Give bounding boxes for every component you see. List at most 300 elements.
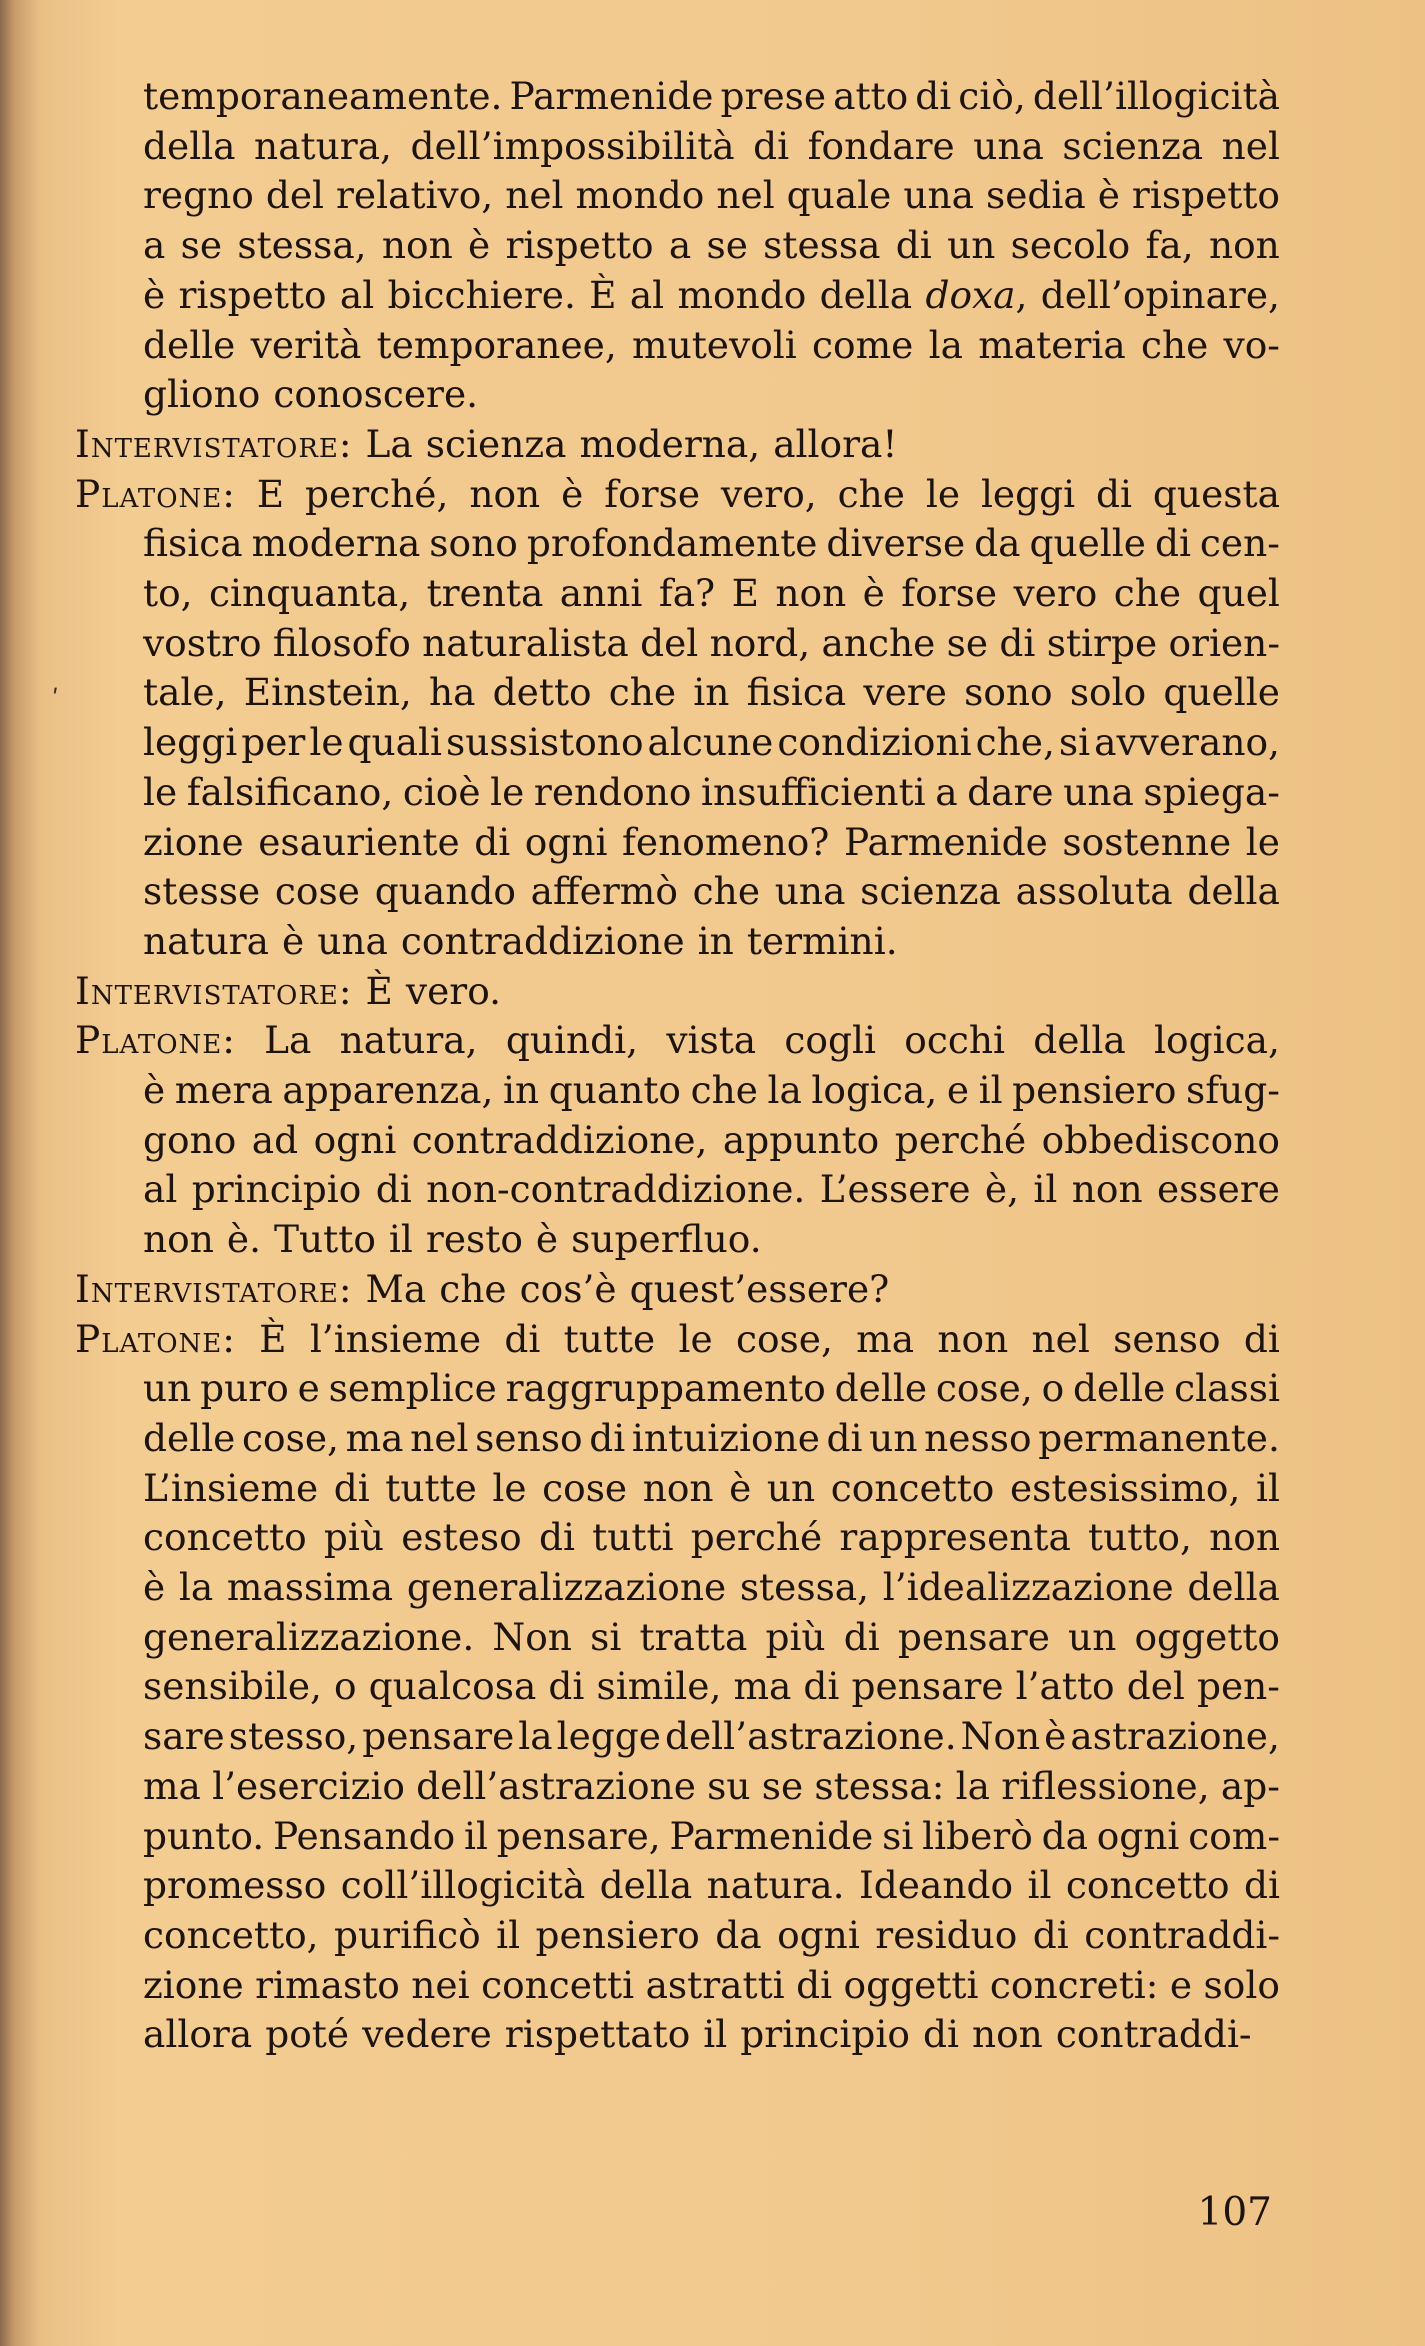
word: gono bbox=[143, 1117, 237, 1162]
word: l’esercizio bbox=[212, 1763, 405, 1808]
word: al bbox=[339, 272, 375, 317]
word: le bbox=[490, 769, 525, 814]
word: mera bbox=[174, 1068, 273, 1112]
word: al bbox=[143, 1167, 178, 1212]
word: cinquanta, bbox=[208, 571, 411, 615]
word: il bbox=[496, 1912, 521, 1957]
word: la bbox=[955, 1763, 990, 1808]
word: condizioni bbox=[777, 720, 972, 765]
word: vero, bbox=[720, 471, 817, 516]
word: ciò, bbox=[958, 74, 1026, 118]
word: regno bbox=[143, 173, 254, 218]
word: vo- bbox=[1223, 322, 1280, 367]
word: delle bbox=[143, 322, 236, 367]
word: tale, bbox=[143, 670, 227, 715]
word: L’insieme bbox=[143, 1465, 319, 1510]
word: essere bbox=[1156, 1167, 1280, 1212]
word: è. bbox=[226, 1217, 262, 1262]
word: è bbox=[468, 223, 491, 268]
word: tutto, bbox=[1088, 1515, 1192, 1560]
word: filosofo bbox=[272, 620, 411, 665]
word: che bbox=[690, 1068, 758, 1112]
word: spiega- bbox=[1143, 769, 1280, 814]
word: moderna bbox=[251, 521, 421, 566]
word: obbediscono bbox=[1041, 1117, 1280, 1162]
word: perché bbox=[690, 1515, 823, 1560]
word: mondo bbox=[677, 272, 807, 317]
word: residuo bbox=[875, 1912, 1018, 1957]
word: concetto bbox=[830, 1465, 995, 1510]
word: è bbox=[729, 1465, 752, 1510]
word: di bbox=[474, 819, 511, 864]
word: legge bbox=[556, 1714, 661, 1759]
word: solo bbox=[1203, 1962, 1280, 2007]
word: pensare bbox=[897, 1614, 1050, 1659]
word: sedia bbox=[985, 173, 1086, 218]
word: non bbox=[775, 571, 847, 615]
word: che bbox=[439, 1266, 507, 1311]
word: quali bbox=[347, 720, 443, 765]
word: non bbox=[642, 1465, 714, 1510]
speaker-label: Intervistatore: bbox=[75, 421, 353, 466]
word: il bbox=[703, 2012, 728, 2057]
text-line bbox=[75, 420, 1280, 470]
word: nei bbox=[411, 1962, 470, 2007]
word: vostro bbox=[143, 620, 262, 665]
word: concreti: bbox=[989, 1962, 1159, 2007]
word: del bbox=[1126, 1664, 1185, 1709]
word: di bbox=[538, 1515, 575, 1560]
word: o bbox=[334, 1664, 357, 1709]
word: il bbox=[463, 1813, 488, 1858]
word: rispettato bbox=[504, 2012, 691, 2057]
word: Non bbox=[492, 1614, 572, 1659]
word: di bbox=[1096, 471, 1133, 516]
word: naturalista bbox=[422, 620, 629, 665]
text-line bbox=[75, 1315, 1280, 1365]
word: moderna, bbox=[579, 421, 761, 466]
word: ogni bbox=[777, 1912, 860, 1957]
word: di bbox=[796, 1962, 833, 2007]
word: delle bbox=[834, 1366, 928, 1411]
word: quando bbox=[374, 869, 516, 914]
word: verità bbox=[250, 322, 362, 367]
word: orien- bbox=[1168, 620, 1280, 665]
word: concetti bbox=[481, 1962, 635, 2007]
word: del bbox=[640, 620, 699, 665]
word: più bbox=[765, 1614, 826, 1659]
word: stirpe bbox=[1046, 620, 1158, 665]
word: ma bbox=[733, 1664, 792, 1709]
word: l’atto bbox=[1015, 1664, 1115, 1709]
word: liberò bbox=[922, 1813, 1033, 1858]
word: la bbox=[928, 322, 963, 367]
word: resto bbox=[425, 1217, 523, 1262]
word: zione bbox=[143, 819, 244, 864]
word: un bbox=[766, 1465, 816, 1510]
word: purificò bbox=[334, 1912, 481, 1957]
word: ogni bbox=[1096, 1813, 1180, 1858]
word: che bbox=[1113, 571, 1182, 615]
word: fisica bbox=[143, 521, 243, 566]
word: affermò bbox=[530, 869, 678, 914]
text-line bbox=[75, 1016, 1280, 1066]
word: al bbox=[629, 272, 665, 317]
word: stesse bbox=[143, 869, 261, 914]
word: fondare bbox=[807, 123, 955, 168]
text-line bbox=[75, 470, 1280, 520]
text-line bbox=[143, 1961, 1280, 2011]
word: E bbox=[256, 471, 285, 516]
word: quanto bbox=[548, 1068, 681, 1112]
word: fisica bbox=[746, 670, 847, 715]
word: le bbox=[492, 1465, 527, 1510]
word: pensare bbox=[851, 1664, 1004, 1709]
word: da bbox=[974, 521, 1021, 566]
word: sussistono bbox=[446, 720, 644, 765]
word: ogni bbox=[524, 819, 608, 864]
word: Ideando bbox=[858, 1863, 1014, 1908]
speaker-label: Platone: bbox=[75, 471, 236, 516]
word: della bbox=[599, 1863, 693, 1908]
word: anni bbox=[559, 571, 643, 615]
word: delle bbox=[1072, 1366, 1166, 1411]
word: concetto bbox=[143, 1515, 307, 1560]
word: di bbox=[589, 1415, 626, 1460]
word: promesso bbox=[143, 1863, 327, 1908]
text-line bbox=[143, 321, 1280, 371]
text-line bbox=[143, 72, 1280, 122]
word: cose, bbox=[735, 1316, 833, 1361]
word: contraddi- bbox=[1055, 2012, 1252, 2057]
word: rispetto bbox=[505, 223, 654, 268]
word: sare bbox=[143, 1714, 225, 1759]
word: sono bbox=[429, 521, 518, 566]
word: falsificano, bbox=[186, 769, 394, 814]
word: massima bbox=[226, 1565, 394, 1609]
text-line bbox=[143, 271, 1280, 321]
word: tutte bbox=[563, 1316, 656, 1361]
word: cose, bbox=[935, 1366, 1033, 1411]
word: alcune bbox=[647, 720, 774, 765]
word: scienza bbox=[1062, 123, 1204, 168]
word: ma bbox=[143, 1763, 201, 1808]
word: le bbox=[678, 1316, 713, 1361]
word: il bbox=[1033, 1167, 1058, 1212]
word: una bbox=[903, 173, 974, 218]
word: il bbox=[1027, 1863, 1052, 1908]
word: cose bbox=[274, 869, 360, 914]
word: contraddizione, bbox=[411, 1117, 708, 1162]
word: vero bbox=[1013, 571, 1098, 615]
word: un bbox=[947, 223, 996, 268]
word: di bbox=[1243, 1316, 1280, 1361]
word: che, bbox=[975, 720, 1055, 765]
word: quel bbox=[1197, 571, 1280, 615]
word: rimasto bbox=[255, 1962, 400, 2007]
word: di bbox=[1154, 521, 1191, 566]
word: della bbox=[1187, 1565, 1280, 1609]
text-line bbox=[143, 1464, 1280, 1514]
word: non-contraddizione. bbox=[426, 1167, 806, 1212]
word: ma bbox=[856, 1316, 915, 1361]
word: se bbox=[946, 620, 989, 665]
word: stessa bbox=[763, 223, 881, 268]
word: termini. bbox=[746, 918, 898, 963]
word: pen- bbox=[1196, 1664, 1280, 1709]
word: esauriente bbox=[258, 819, 460, 864]
word: coll’illogicità bbox=[340, 1863, 586, 1908]
word: una bbox=[317, 918, 388, 963]
word: il bbox=[388, 1217, 413, 1262]
word: è, bbox=[984, 1167, 1019, 1212]
word: ap- bbox=[1220, 1763, 1280, 1808]
word: generalizzazione. bbox=[143, 1614, 475, 1659]
text-line bbox=[143, 569, 1280, 619]
word: riflessione, bbox=[1001, 1763, 1210, 1808]
word: è bbox=[282, 918, 305, 963]
word: si bbox=[1058, 720, 1091, 765]
word: di bbox=[922, 2012, 959, 2057]
word: che bbox=[692, 869, 761, 914]
text-line bbox=[143, 619, 1280, 669]
word: bicchiere. bbox=[387, 272, 576, 317]
word: una bbox=[973, 123, 1044, 168]
word: in bbox=[693, 670, 730, 715]
word: di bbox=[826, 1415, 863, 1460]
word: doxa, bbox=[925, 272, 1028, 317]
word: conoscere. bbox=[273, 372, 479, 417]
word: del bbox=[265, 173, 325, 218]
word: permanente. bbox=[1038, 1415, 1280, 1460]
word: vero. bbox=[405, 968, 502, 1013]
text-line bbox=[75, 967, 1280, 1017]
word: è bbox=[561, 471, 584, 516]
word: dell’opinare, bbox=[1040, 272, 1280, 317]
text-line bbox=[143, 1414, 1280, 1464]
word: in bbox=[697, 918, 734, 963]
word: contraddi- bbox=[1084, 1912, 1280, 1957]
word: sfug- bbox=[1186, 1068, 1280, 1112]
word: un bbox=[1068, 1614, 1117, 1659]
word: poté bbox=[265, 2012, 350, 2057]
word: il bbox=[1255, 1465, 1280, 1510]
word: la bbox=[178, 1565, 214, 1609]
word: tutte bbox=[385, 1465, 477, 1510]
text-line bbox=[143, 2010, 1280, 2060]
word: dare bbox=[967, 769, 1054, 814]
word: natura, bbox=[254, 123, 392, 168]
word: classi bbox=[1174, 1366, 1280, 1411]
word: stessa, bbox=[739, 1565, 870, 1609]
word: allora bbox=[143, 2012, 253, 2057]
word: tratta bbox=[639, 1614, 748, 1659]
word: se bbox=[761, 1763, 804, 1808]
word: scienza bbox=[860, 869, 1001, 914]
word: stessa: bbox=[814, 1763, 945, 1808]
word: non bbox=[143, 1217, 214, 1262]
word: fa? bbox=[658, 571, 716, 615]
word: la bbox=[518, 1714, 553, 1759]
word: per bbox=[241, 720, 306, 765]
text-line bbox=[143, 1861, 1280, 1911]
word: ogni bbox=[313, 1117, 397, 1162]
word: di bbox=[803, 1664, 840, 1709]
word: nel bbox=[1031, 1316, 1090, 1361]
word: intuizione bbox=[631, 1415, 820, 1460]
word: della bbox=[1187, 869, 1280, 914]
word: ad bbox=[251, 1117, 299, 1162]
word: se bbox=[180, 223, 223, 268]
word: stessa, bbox=[237, 223, 367, 268]
word: nesso bbox=[924, 1415, 1032, 1460]
word: mutevoli bbox=[632, 322, 797, 367]
word: allora! bbox=[773, 421, 898, 466]
word: temporaneamente. bbox=[143, 74, 503, 118]
word: della bbox=[143, 123, 236, 168]
word: a bbox=[143, 223, 166, 268]
word: temporanee, bbox=[376, 322, 617, 367]
word: rappresenta bbox=[839, 1515, 1071, 1560]
text-line bbox=[143, 668, 1280, 718]
word: trenta bbox=[426, 571, 544, 615]
text-line bbox=[143, 171, 1280, 221]
word: Parmenide bbox=[669, 1813, 874, 1858]
word: quest’essere? bbox=[629, 1266, 890, 1311]
word: È bbox=[365, 968, 393, 1013]
word: a bbox=[668, 223, 692, 268]
word: su bbox=[707, 1763, 751, 1808]
word: le bbox=[143, 769, 178, 814]
word: di bbox=[548, 1664, 585, 1709]
text-line bbox=[143, 1662, 1280, 1712]
word: forse bbox=[901, 571, 998, 615]
word: Einstein, bbox=[243, 670, 412, 715]
word: di bbox=[895, 223, 932, 268]
word: assoluta bbox=[1015, 869, 1173, 914]
speaker-label: Platone: bbox=[75, 1316, 236, 1361]
word: Tutto bbox=[274, 1217, 376, 1262]
word: pensare, bbox=[496, 1813, 661, 1858]
word: profondamente bbox=[526, 521, 818, 566]
word: e bbox=[297, 1366, 320, 1411]
word: astrazione, bbox=[1070, 1714, 1280, 1759]
text-line bbox=[75, 1265, 1280, 1315]
word: prese bbox=[720, 74, 827, 118]
word: è bbox=[862, 571, 885, 615]
word: è bbox=[535, 1217, 559, 1262]
word: leggi bbox=[980, 471, 1076, 516]
word: di bbox=[1032, 1912, 1069, 1957]
word: il bbox=[978, 1068, 1003, 1112]
word: pensiero bbox=[1012, 1068, 1177, 1112]
word: nel bbox=[1221, 123, 1280, 168]
word: quelle bbox=[1029, 521, 1146, 566]
word: scienza bbox=[425, 421, 567, 466]
word: solo bbox=[1069, 670, 1147, 715]
word: dell’astrazione bbox=[416, 1763, 696, 1808]
word: to, bbox=[143, 571, 193, 615]
word: detto bbox=[492, 670, 592, 715]
word: più bbox=[323, 1515, 385, 1560]
word: sostenne bbox=[1062, 819, 1232, 864]
word: ha bbox=[428, 670, 476, 715]
text-line bbox=[143, 1613, 1280, 1663]
word: avverano, bbox=[1094, 720, 1280, 765]
word: tutti bbox=[592, 1515, 674, 1560]
word: da bbox=[715, 1912, 762, 1957]
word: le bbox=[925, 471, 961, 516]
word: qualcosa bbox=[368, 1664, 537, 1709]
word: quelle bbox=[1163, 670, 1280, 715]
word: di bbox=[1244, 1863, 1280, 1908]
speaker-label: Intervistatore: bbox=[75, 968, 353, 1013]
word: Non bbox=[960, 1714, 1041, 1759]
word: zione bbox=[143, 1962, 244, 2007]
word: l’insieme bbox=[309, 1316, 482, 1361]
word: cogli bbox=[784, 1018, 876, 1063]
word: astratti bbox=[645, 1962, 785, 2007]
word: una bbox=[774, 869, 846, 914]
word: superfluo. bbox=[571, 1217, 762, 1262]
word: concetto, bbox=[143, 1912, 319, 1957]
word: cos’è bbox=[519, 1266, 617, 1311]
text-line bbox=[143, 917, 1280, 967]
word: la bbox=[767, 1068, 802, 1112]
text-line bbox=[143, 1911, 1280, 1961]
text-line bbox=[143, 519, 1280, 569]
word: perché bbox=[894, 1117, 1027, 1162]
word: di bbox=[915, 74, 952, 118]
text-line bbox=[143, 1712, 1280, 1762]
word: è bbox=[143, 272, 166, 317]
word: non bbox=[937, 1316, 1009, 1361]
word: in bbox=[502, 1068, 540, 1112]
word: perché, bbox=[305, 471, 449, 516]
word: fa, bbox=[1145, 223, 1194, 268]
word: un bbox=[143, 1366, 192, 1411]
word: senso bbox=[475, 1415, 583, 1460]
word: natura, bbox=[339, 1018, 478, 1063]
word: ma bbox=[345, 1415, 404, 1460]
word: le bbox=[309, 720, 344, 765]
word: raggruppamento bbox=[505, 1366, 826, 1411]
word: che bbox=[837, 471, 905, 516]
text-line bbox=[143, 370, 1280, 420]
word: forse bbox=[604, 471, 701, 516]
word: della bbox=[1033, 1018, 1126, 1063]
word: come bbox=[812, 322, 914, 367]
word: o bbox=[1041, 1366, 1065, 1411]
word: nord, bbox=[709, 620, 811, 665]
word: secolo bbox=[1010, 223, 1131, 268]
word: a bbox=[935, 769, 958, 814]
text-line bbox=[143, 1066, 1280, 1116]
word: vere bbox=[863, 670, 947, 715]
word: non bbox=[1071, 1167, 1143, 1212]
word: quindi, bbox=[505, 1018, 639, 1063]
word: semplice bbox=[328, 1366, 497, 1411]
word: puro bbox=[200, 1366, 289, 1411]
word: estesissimo, bbox=[1009, 1465, 1241, 1510]
word: diverse bbox=[826, 521, 966, 566]
word: che bbox=[608, 670, 677, 715]
word: apparenza, bbox=[282, 1068, 494, 1112]
word: logica, bbox=[1154, 1018, 1280, 1063]
word: non bbox=[1209, 1515, 1280, 1560]
word: rendono bbox=[533, 769, 692, 814]
word: generalizzazione bbox=[406, 1565, 727, 1609]
